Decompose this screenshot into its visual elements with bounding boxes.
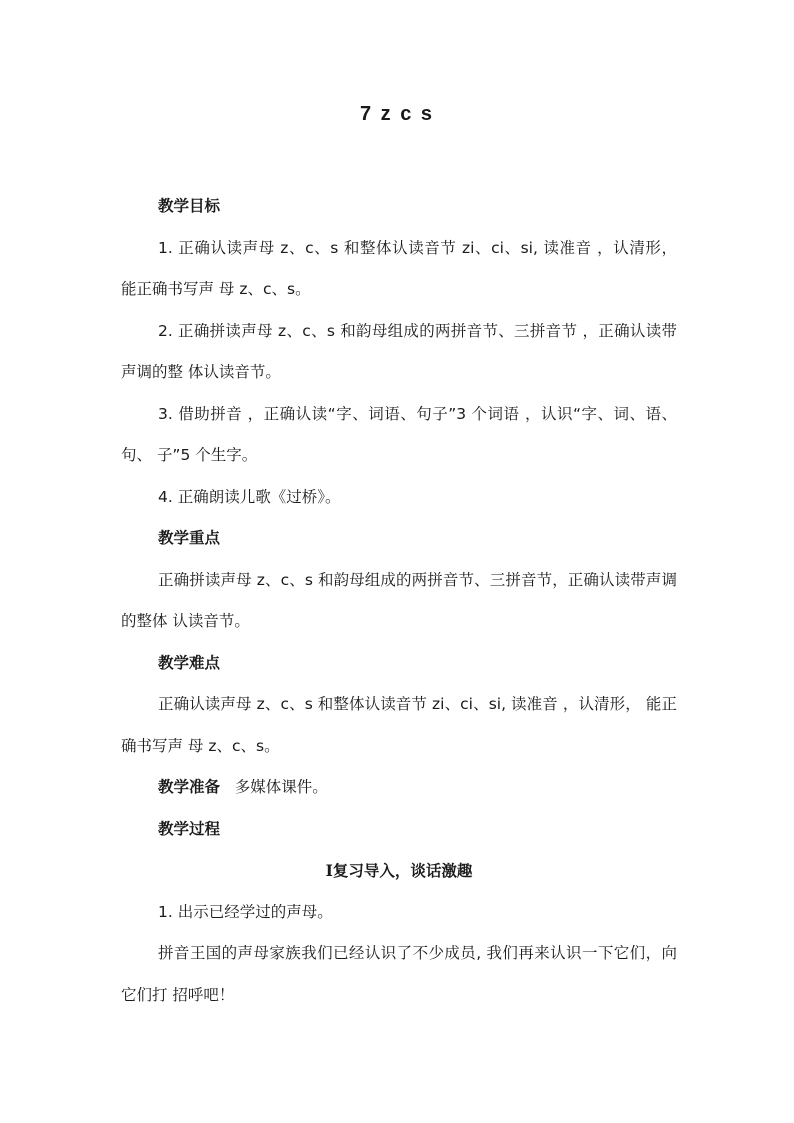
key-text: 正确拼读声母 z、c、s 和韵母组成的两拼音节、三拼音节，正确认读带声调的整体 认读音节。 [121, 570, 677, 630]
prep-line [121, 767, 677, 809]
goal-heading: 教学目标 [158, 197, 221, 215]
difficult-heading: 教学难点 [158, 653, 221, 672]
difficult-text: 正确认读声母 z、c、s 和整体认读音节 zi、ci、si, 读准音 ，认清形， 能正确书写声 母 z、c、s。 [121, 695, 677, 755]
step1: 1. 出示已经学过的声母。 [158, 902, 333, 921]
section1-heading: Ⅰ复习导入，谈话激趣 [325, 861, 473, 880]
goal-item-2: 2. 正确拼读声母 z、c、s 和韵母组成的两拼音节、三拼音节 ，正确认读带声调的整 体认读音节。 [121, 321, 677, 381]
document-body [121, 186, 677, 1016]
goal-item-3: 3. 借助拼音 ，正确认读“字、词语、句子”3 个词语 ，认识“字、词、语、句、 子”5 个生字。 [121, 404, 677, 464]
prep-heading: 教学准备 [158, 778, 221, 796]
step1-text: 拼音王国的声母家族我们已经认识了不少成员, 我们再来认识一下它们，向它们打 招呼吧！ [121, 944, 677, 1004]
goal-item-4: 4. 正确朗读儿歌《过桥》。 [158, 487, 341, 506]
prep-text: 多媒体课件。 [234, 778, 328, 796]
document-title: 7 z c s [359, 103, 435, 125]
process-heading: 教学过程 [158, 819, 221, 838]
goal-item-1: 1. 正确认读声母 z、c、s 和整体认读音节 zi、ci、si, 读准音 ，认清形， 能正确书写声 母 z、c、s。 [121, 238, 677, 298]
key-heading: 教学重点 [158, 529, 221, 547]
